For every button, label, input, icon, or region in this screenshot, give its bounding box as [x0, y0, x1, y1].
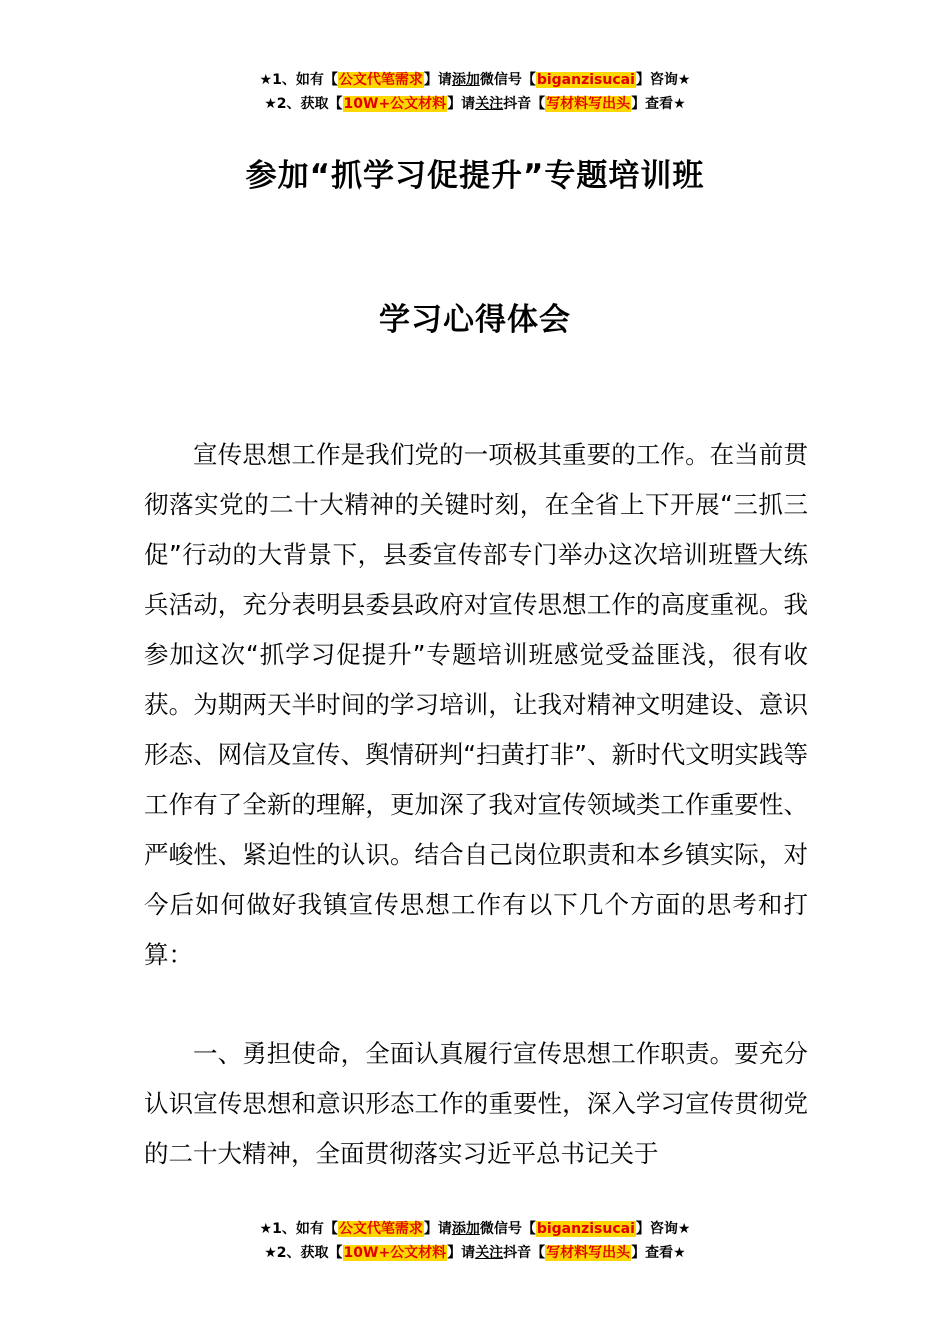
promo-line-2: ★2、获取【10W+公文材料】请关注抖音【写材料写出头】查看★ — [264, 1245, 686, 1261]
highlight-materials: 10W+公文材料 — [343, 1245, 447, 1261]
promo-line-1: ★1、如有【公文代笔需求】请添加微信号【biganzisucai】咨询★ — [259, 72, 691, 88]
highlight-douyin-account: 写材料写出头 — [546, 1245, 631, 1261]
highlight-materials: 10W+公文材料 — [343, 96, 447, 112]
highlight-douyin-account: 写材料写出头 — [546, 96, 631, 112]
header-promo-banner — [0, 68, 950, 116]
highlight-service: 公文代笔需求 — [338, 72, 423, 88]
footer-promo-banner — [0, 1217, 950, 1265]
body-paragraph-2: 一、勇担使命，全面认真履行宣传思想工作职责。要充分认识宣传思想和意识形态工作的重要性，深入学习宣传贯彻党的二十大精神，全面贯彻落实习近平总书记关于 — [144, 1039, 808, 1168]
body-paragraph-1: 宣传思想工作是我们党的一项极其重要的工作。在当前贯彻落实党的二十大精神的关键时刻，在全省上下开展“三抓三促”行动的大背景下，县委宣传部专门举办这次培训班暨大练兵活动，充分表明县委县政府对宣传思想工作的高度重视。我参加这次“抓学习促提升”专题培训班感觉受益匪浅，很有收获。为期两天半时间的学习培训，让我对精神文明建设、意识形态、网信及宣传、舆情研判“扫黄打非”、新时代文明实践等工作有了全新的理解，更加深了我对宣传领域类工作重要性、严峻性、紧迫性的认识。结合自己岗位职责和本乡镇实际，对今后如何做好我镇宣传思想工作有以下几个方面的思考和打算： — [144, 440, 808, 969]
document-title-line-1: 参加“抓学习促提升”专题培训班 — [245, 158, 705, 194]
highlight-service: 公文代笔需求 — [338, 1221, 423, 1237]
highlight-wechat-id: biganzisucai — [536, 72, 635, 88]
highlight-wechat-id: biganzisucai — [536, 1221, 635, 1237]
promo-line-1: ★1、如有【公文代笔需求】请添加微信号【biganzisucai】咨询★ — [259, 1221, 691, 1237]
promo-line-2: ★2、获取【10W+公文材料】请关注抖音【写材料写出头】查看★ — [264, 96, 686, 112]
document-title-line-2: 学习心得体会 — [379, 302, 571, 338]
